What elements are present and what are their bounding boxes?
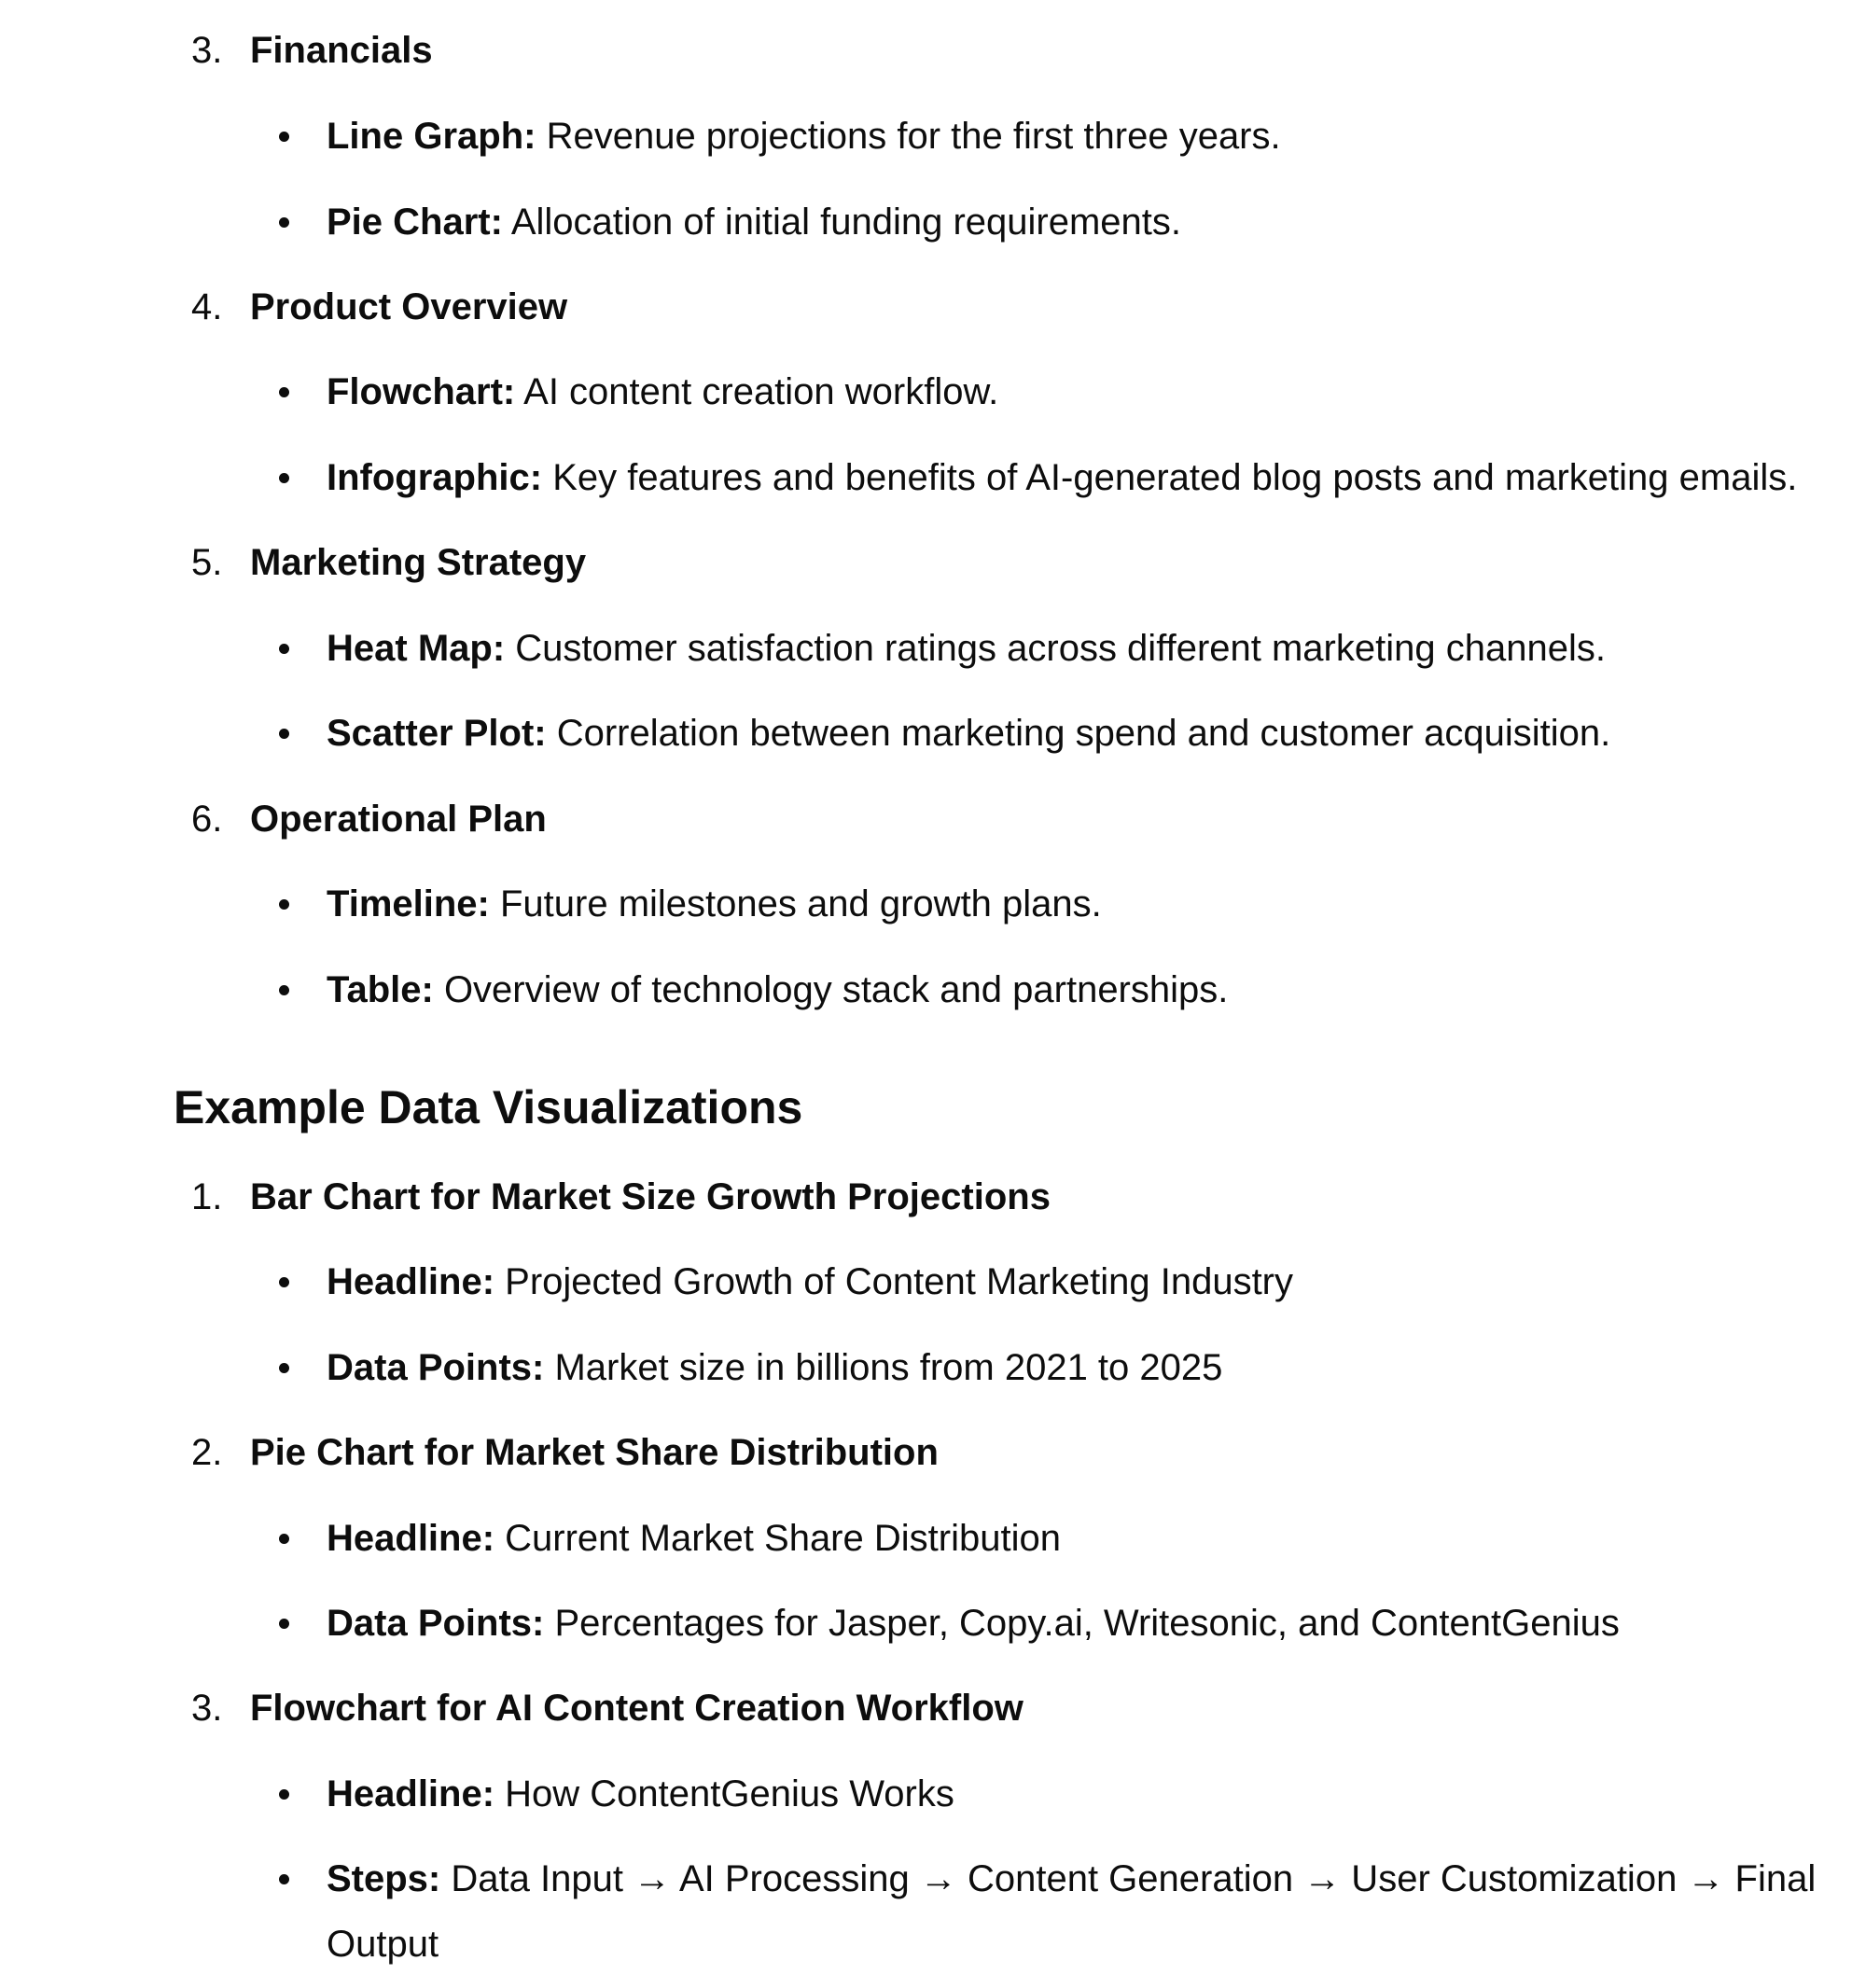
bullet-label: Headline:	[327, 1773, 495, 1814]
list-number: 3.	[191, 1688, 223, 1729]
bullet-label: Timeline:	[327, 883, 490, 924]
bullet-label: Table:	[327, 969, 434, 1010]
bullet-text: Overview of technology stack and partnerships.	[433, 969, 1229, 1010]
bullet-dot-icon	[279, 644, 289, 654]
list-number: 2.	[191, 1432, 223, 1473]
bullet-text: Key features and benefits of AI-generated blog posts and marketing emails.	[542, 457, 1798, 498]
bullet-text: Revenue projections for the first three years.	[536, 116, 1281, 157]
bullet-label: Heat Map:	[327, 628, 506, 669]
list-number: 6.	[191, 799, 223, 840]
bullet-dot-icon	[279, 1534, 289, 1544]
list-title: Flowchart for AI Content Creation Workflow	[250, 1688, 1024, 1729]
bullet-text: AI content creation workflow.	[515, 371, 999, 412]
bullet-text: Customer satisfaction ratings across different marketing channels.	[505, 628, 1606, 669]
list-title: Financials	[250, 30, 433, 71]
bullet-label: Headline:	[327, 1518, 495, 1559]
list-number: 5.	[191, 542, 223, 583]
bullet-dot-icon	[279, 985, 289, 995]
bullet-label: Steps:	[327, 1858, 441, 1899]
bullet-label: Data Points:	[327, 1603, 545, 1644]
bullet-text: Allocation of initial funding requirements.	[502, 202, 1182, 243]
bullet-dot-icon	[279, 1789, 289, 1800]
bullet-text: Data Input → AI Processing → Content Generation → User Customization → Final Output	[327, 1858, 1817, 1965]
bullet-label: Infographic:	[327, 457, 543, 498]
bullet-dot-icon	[279, 473, 289, 483]
bullet-label: Flowchart:	[327, 371, 516, 412]
bullet-text: Market size in billions from 2021 to 2025	[544, 1347, 1223, 1388]
bullet-dot-icon	[279, 1619, 289, 1629]
bullet-dot-icon	[279, 217, 289, 228]
list-title: Bar Chart for Market Size Growth Projections	[250, 1176, 1051, 1217]
bullet-label: Headline:	[327, 1261, 495, 1302]
bullet-dot-icon	[279, 899, 289, 910]
section-heading: Example Data Visualizations	[174, 1081, 803, 1133]
bullet-label: Pie Chart:	[327, 202, 503, 243]
list-number: 4.	[191, 286, 223, 327]
bullet-text: Percentages for Jasper, Copy.ai, Writesonic, and ContentGenius	[544, 1603, 1620, 1644]
bullet-text: Correlation between marketing spend and customer acquisition.	[546, 713, 1611, 754]
list-title: Pie Chart for Market Share Distribution	[250, 1432, 939, 1473]
list-number: 1.	[191, 1176, 223, 1217]
bullet-label: Line Graph:	[327, 116, 536, 157]
list-title: Marketing Strategy	[250, 542, 587, 583]
bullet-dot-icon	[279, 1874, 289, 1884]
bullet-text: How ContentGenius Works	[494, 1773, 954, 1814]
bullet-text: Future milestones and growth plans.	[489, 883, 1102, 924]
bullet-dot-icon	[279, 387, 289, 397]
list-number: 3.	[191, 30, 223, 71]
bullet-dot-icon	[279, 729, 289, 739]
bullet-text: Projected Growth of Content Marketing Industry	[494, 1261, 1294, 1302]
bullet-label: Scatter Plot:	[327, 713, 547, 754]
list-title: Operational Plan	[250, 799, 547, 840]
bullet-dot-icon	[279, 1363, 289, 1373]
list-title: Product Overview	[250, 286, 568, 327]
bullet-dot-icon	[279, 1277, 289, 1287]
bullet-label: Data Points:	[327, 1347, 545, 1388]
bullet-dot-icon	[279, 132, 289, 142]
bullet-text: Current Market Share Distribution	[494, 1518, 1061, 1559]
